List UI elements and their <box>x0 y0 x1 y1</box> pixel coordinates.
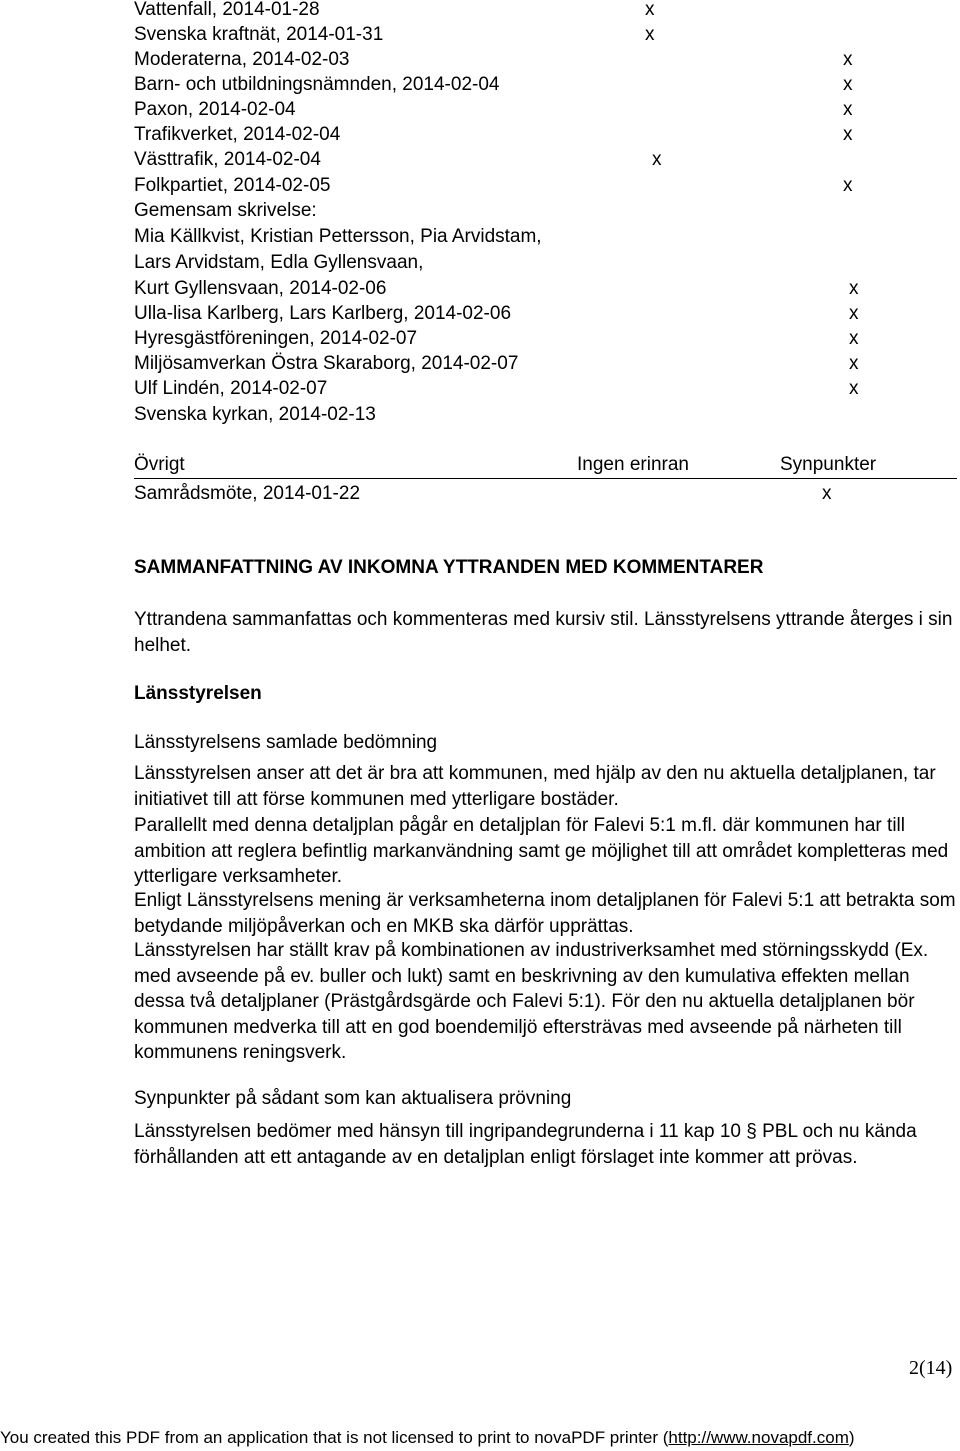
respondent-line: Moderaterna, 2014-02-03 <box>134 49 350 70</box>
column-header-ingen-erinran: Ingen erinran <box>577 454 689 475</box>
respondent-line: Svenska kraftnät, 2014-01-31 <box>134 24 384 45</box>
respondent-mark: x <box>843 49 853 70</box>
body-paragraph-3: Enligt Länsstyrelsens mening är verksamheterna inom detaljplanen för Falevi 5:1 att betrakta som betydande miljöpåverkan och en MKB ska därför upprättas. <box>134 890 956 937</box>
column-header-synpunkter: Synpunkter <box>780 454 877 475</box>
respondent-mark: x <box>843 175 853 196</box>
ovrigt-row-label: Samrådsmöte, 2014-01-22 <box>134 483 361 504</box>
body-paragraph-2: Parallellt med denna detaljplan pågår en detaljplan för Falevi 5:1 m.fl. där kommunen har till ambition att reglera befintlig markanvändning samt ge möjlighet till att området kompletteras med ytterligare verksamheter. <box>134 815 949 888</box>
footer-text: You created this PDF from an application that is not licensed to print to novaPDF printer ( <box>0 1428 669 1447</box>
summary-intro: Yttrandena sammanfattas och kommenteras med kursiv stil. Länsstyrelsens yttrande återges i sin helhet. <box>134 609 953 656</box>
footer-end: ) <box>848 1428 855 1447</box>
column-header-ovrigt: Övrigt <box>134 454 185 475</box>
respondent-line: Lars Arvidstam, Edla Gyllensvaan, <box>134 252 424 273</box>
respondent-mark: x <box>843 99 853 120</box>
respondent-mark: x <box>849 353 859 374</box>
respondent-mark: x <box>849 378 859 399</box>
section-title: Länsstyrelsen <box>134 683 262 704</box>
respondent-line: Trafikverket, 2014-02-04 <box>134 124 341 145</box>
respondent-line: Miljösamverkan Östra Skaraborg, 2014-02-07 <box>134 353 519 374</box>
footer-link[interactable]: http://www.novapdf.com <box>668 1428 849 1447</box>
respondent-line: Hyresgästföreningen, 2014-02-07 <box>134 328 418 349</box>
respondent-line: Ulla-lisa Karlberg, Lars Karlberg, 2014-02-06 <box>134 303 512 324</box>
body-paragraph-4: Länsstyrelsen har ställt krav på kombinationen av industriverksamhet med störningsskydd (Ex. med avseende på ev. buller och lukt) samt en beskrivning av den kumulativa effekten mellan dessa två detaljplaner (Prästgårdsgärde och Falevi 5:1). För den nu aktuella detaljplanen bör kommunen medverka till att en god boendemiljö eftersträvas med avseende på närheten till kommunens reningsverk. <box>134 940 929 1064</box>
respondent-mark: x <box>843 124 853 145</box>
respondent-mark: x <box>645 24 655 45</box>
respondent-line: Kurt Gyllensvaan, 2014-02-06 <box>134 278 387 299</box>
subheading-samlade-bedomning: Länsstyrelsens samlade bedömning <box>134 732 438 753</box>
respondent-line: Barn- och utbildningsnämnden, 2014-02-04 <box>134 74 500 95</box>
footer-notice <box>0 1426 960 1450</box>
page-number: 2(14) <box>909 1357 953 1379</box>
respondent-line: Mia Källkvist, Kristian Pettersson, Pia Arvidstam, <box>134 226 542 247</box>
respondent-mark: x <box>849 303 859 324</box>
respondent-line: Ulf Lindén, 2014-02-07 <box>134 378 328 399</box>
respondent-mark: x <box>849 278 859 299</box>
respondent-line: Vattenfall, 2014-01-28 <box>134 0 320 20</box>
respondent-line: Paxon, 2014-02-04 <box>134 99 296 120</box>
body-paragraph-1: Länsstyrelsen anser att det är bra att kommunen, med hjälp av den nu aktuella detaljplanen, tar initiativet till att förse kommunen med ytterligare bostäder. <box>134 763 936 810</box>
ovrigt-table-header <box>134 452 957 479</box>
respondent-mark: x <box>645 0 655 20</box>
respondent-line: Folkpartiet, 2014-02-05 <box>134 175 331 196</box>
respondent-line: Gemensam skrivelse: <box>134 200 317 221</box>
summary-heading: SAMMANFATTNING AV INKOMNA YTTRANDEN MED KOMMENTARER <box>134 557 764 578</box>
respondent-mark: x <box>849 328 859 349</box>
subheading-synpunkter: Synpunkter på sådant som kan aktualisera prövning <box>134 1088 572 1109</box>
ovrigt-row-mark: x <box>822 483 832 504</box>
respondent-mark: x <box>843 74 853 95</box>
respondent-mark: x <box>652 149 662 170</box>
body-paragraph-5: Länsstyrelsen bedömer med hänsyn till ingripandegrunderna i 11 kap 10 § PBL och nu kända förhållanden att ett antagande av en detaljplan enligt förslaget inte kommer att prövas. <box>134 1121 917 1168</box>
respondent-line: Svenska kyrkan, 2014-02-13 <box>134 404 376 425</box>
respondent-line: Västtrafik, 2014-02-04 <box>134 149 321 170</box>
